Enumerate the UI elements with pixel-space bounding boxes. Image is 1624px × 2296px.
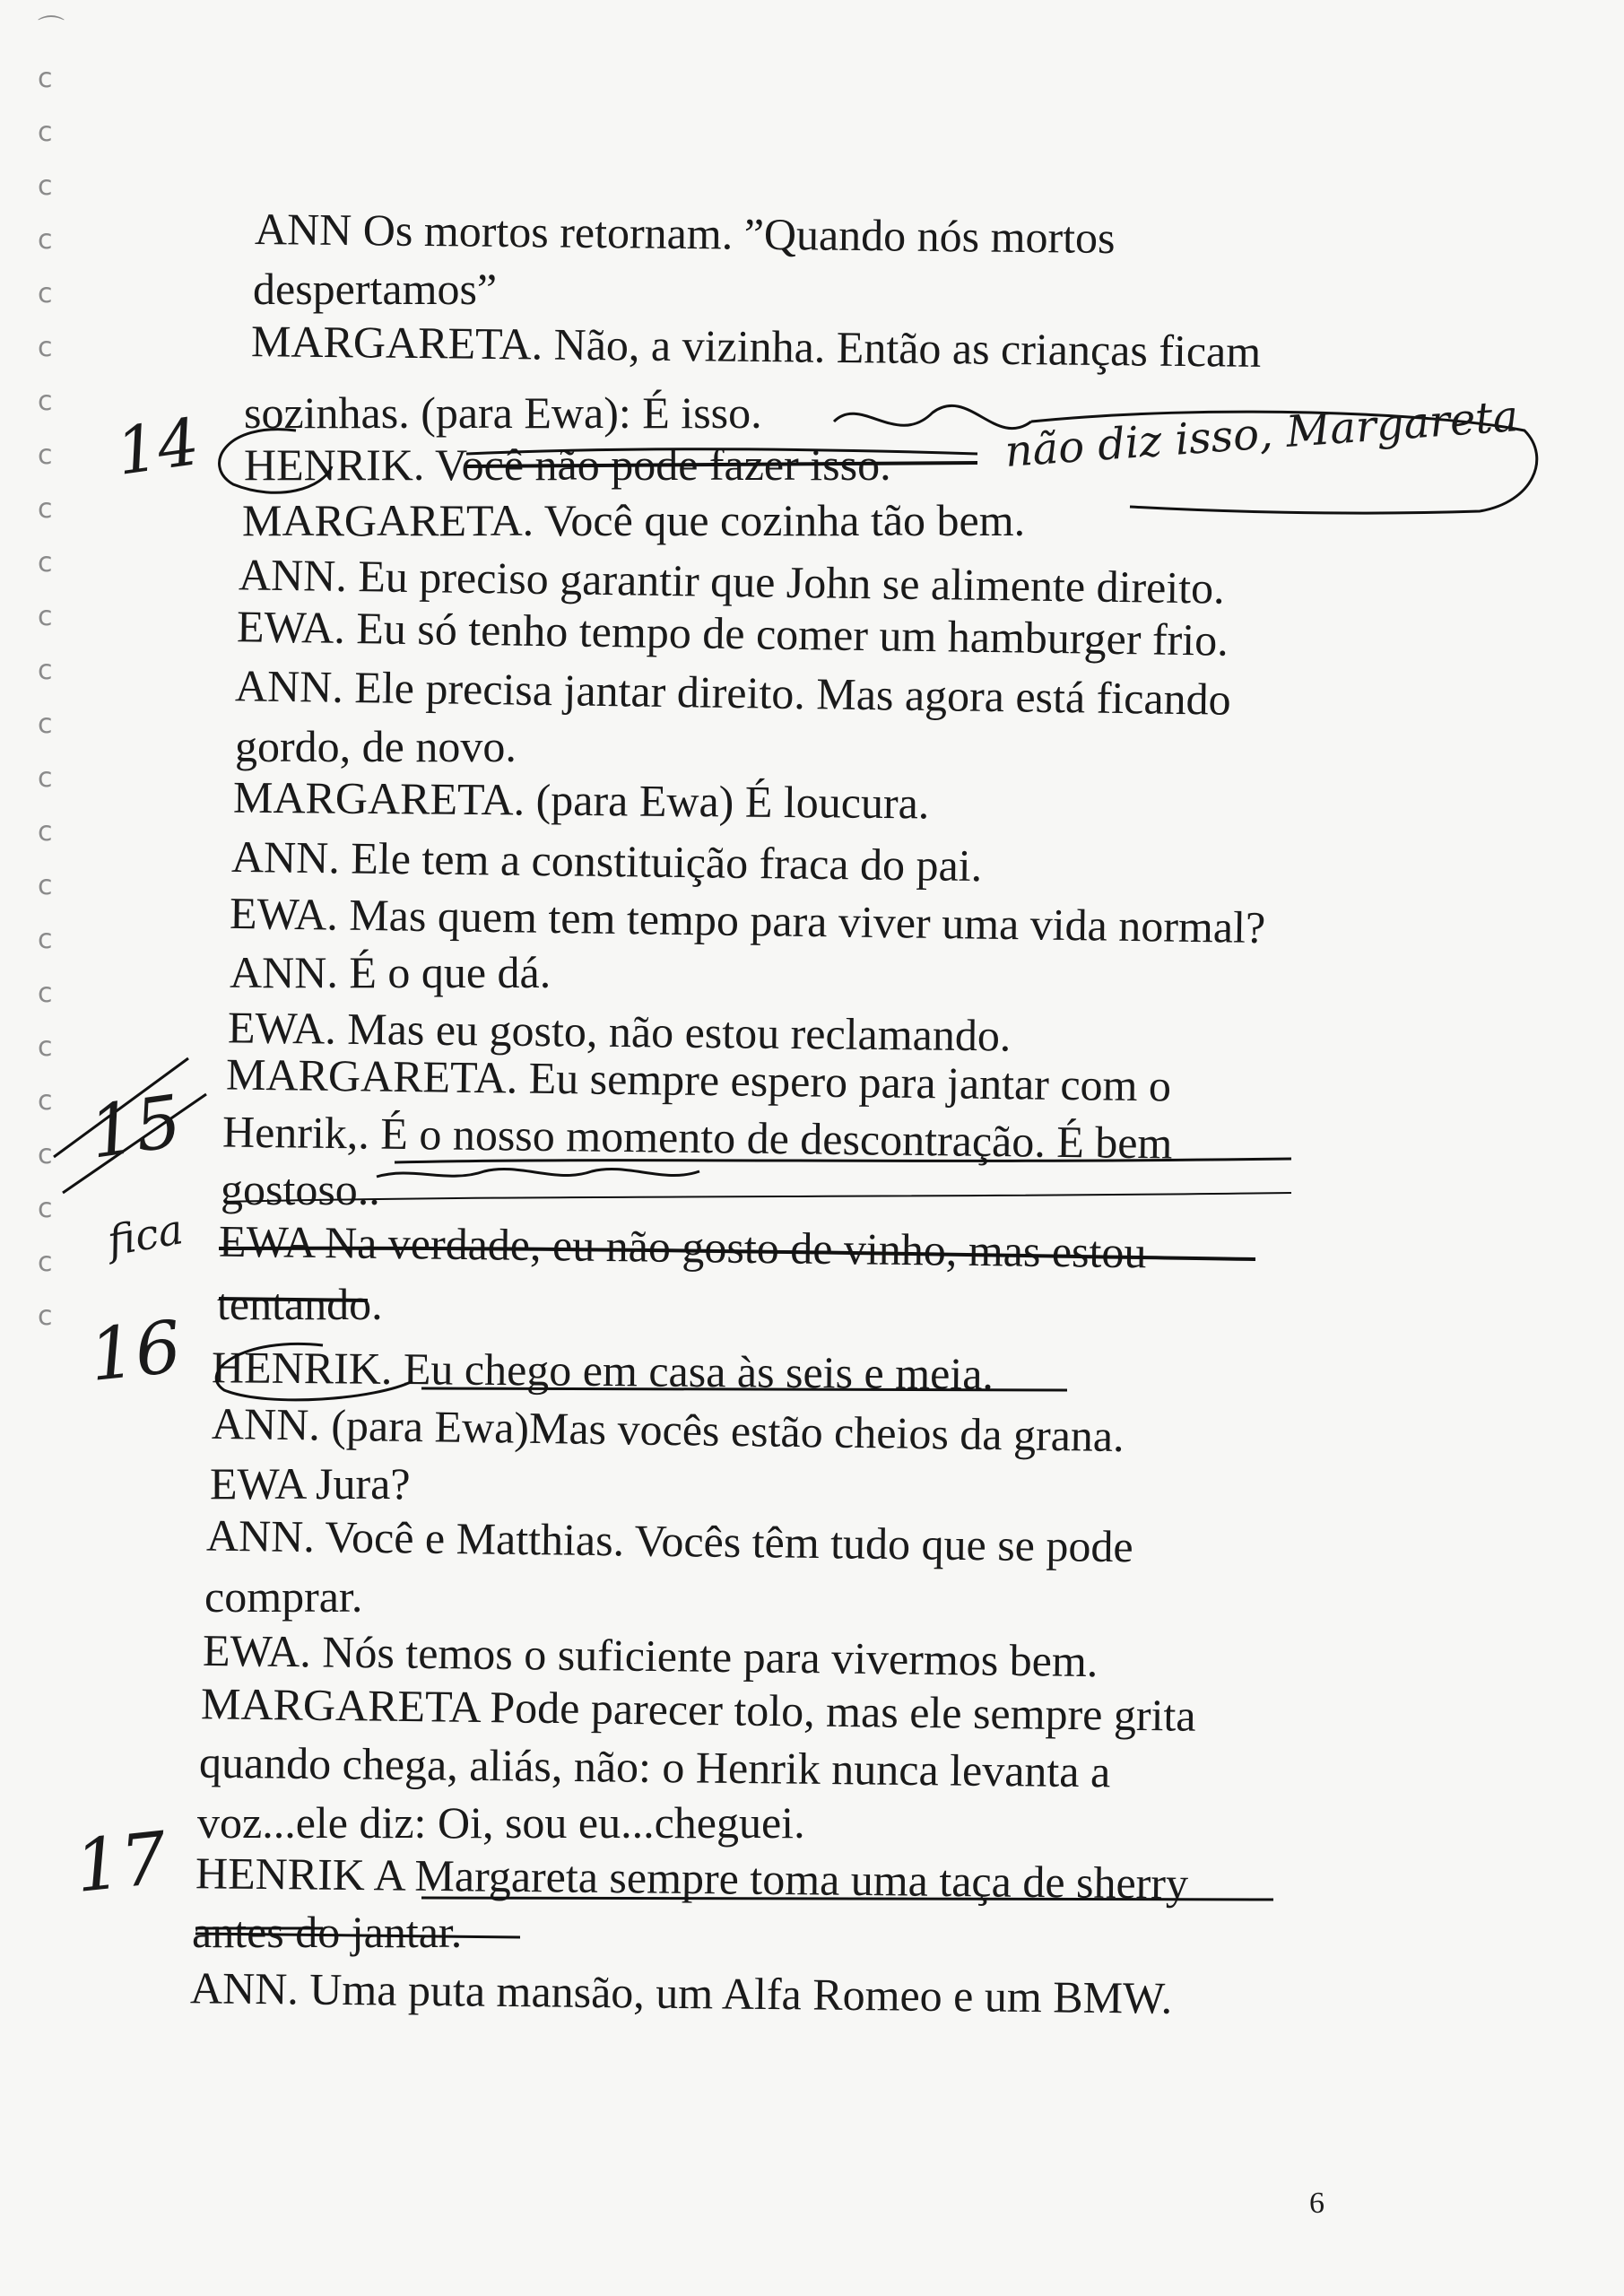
script-line: sozinhas. (para Ewa): É isso. [244,387,762,438]
annotation-number: 17 [71,1815,171,1909]
annotation-number: 15 [84,1079,187,1175]
script-line: gostoso.. [221,1164,380,1214]
annotation-fica: fica [103,1205,187,1265]
script-line: EWA Jura? [210,1458,411,1509]
annotation-insert: não diz isso, Margareta [1003,391,1520,477]
script-page: ⌒ c c c c c c c c c c c c c c c c c c c c c c c c ANN Os mortos retornam. ”Quando nós mortos despertamos” MARGARETA. Não, a vizinha. Então as crianças ficam sozinhas. (para Ewa): É isso. HENRIK. Você não pode fazer isso. MARGARETA. Você que cozinha tão bem. ANN. Eu preciso garantir que John se alimente direito. EWA. Eu só tenho tempo de comer um hamburger frio. ANN. Ele precisa jantar direito. Mas agora está ficando gordo, de novo. MARGARETA. (para Ewa) É loucura. ANN. Ele tem a constituição fraca do pai. EWA. Mas quem tem tempo para viver uma vida normal? ANN. É o que dá. EWA. Mas eu gosto, não estou reclamando. MARGARETA. Eu sempre espero para jantar com o Henrik,. É o nosso momento de descontração. É bem gostoso.. EWA Na verdade, eu não gosto de vinho, mas estou tentando. HENRIK. Eu chego em casa às seis e meia. ANN. (para Ewa)Mas vocês estão cheios da grana. EWA Jura? ANN. Você e Matthias. Vocês têm tudo que se pode comprar. EWA. Nós temos o suficiente para vivermos bem. MARGARETA Pode parecer tolo, mas ele sempre grita quando chega, aliás, não: o Henrik nunca levanta a voz...ele diz: Oi, sou eu...cheguei. HENRIK A Margareta sempre toma uma taça de sherry antes do jantar. ANN. Uma puta mansão, um Alfa Romeo e um BMW. 14 15 16 17 fica não diz isso, Margareta 6 [0,0,1624,2296]
script-line: ANN Os mortos retornam. ”Quando nós mortos [254,203,1116,264]
script-line: despertamos” [253,264,498,314]
script-line: ANN. Você e Matthias. Vocês têm tudo que se pode [205,1509,1133,1572]
script-line: Henrik,. É o nosso momento de descontração. É bem [221,1106,1173,1169]
script-line: MARGARETA Pode parecer tolo, mas ele sempre grita [200,1678,1196,1741]
script-line: ANN. Eu preciso garantir que John se alimente direito. [238,549,1226,613]
script-line: quando chega, aliás, não: o Henrik nunca levanta a [198,1736,1111,1797]
script-line: EWA. Mas eu gosto, não estou reclamando. [227,1002,1012,1061]
script-line: voz...ele diz: Oi, sou eu...cheguei. [197,1797,805,1848]
script-line: HENRIK A Margareta sempre toma uma taça de sherry [195,1848,1189,1909]
script-line: MARGARETA. Eu sempre espero para jantar com o [225,1048,1172,1111]
annotation-number: 14 [111,404,204,490]
script-line: tentando. [217,1279,383,1329]
script-line: EWA. Eu só tenho tempo de comer um hamburger frio. [236,601,1229,665]
page-number: 6 [1309,2187,1324,2220]
script-line: ANN. É o que dá. [230,947,551,997]
script-line: HENRIK. Eu chego em casa às seis e meia. [211,1342,994,1399]
script-line: comprar. [204,1571,363,1622]
script-line: ANN. Uma puta mansão, um Alfa Romeo e um BMW. [189,1962,1173,2023]
annotation-number: 16 [85,1304,186,1398]
script-line: ANN. Ele tem a constituição fraca do pai. [230,831,983,891]
script-line: MARGARETA. Não, a vizinha. Então as crianças ficam [250,316,1262,377]
script-line: antes do jantar. [192,1907,463,1957]
script-line: HENRIK. Você não pode fazer isso. [244,439,891,490]
script-line: MARGARETA. Você que cozinha tão bem. [242,495,1026,545]
script-line: ANN. Ele precisa jantar direito. Mas agora está ficando [234,660,1232,725]
script-line: ANN. (para Ewa)Mas vocês estão cheios da grana. [211,1397,1125,1462]
script-line: EWA. Nós temos o suficiente para vivermos bem. [202,1624,1099,1687]
script-line: MARGARETA. (para Ewa) É loucura. [232,771,930,829]
script-line: gordo, de novo. [235,721,517,771]
script-line: EWA. Mas quem tem tempo para viver uma vida normal? [229,887,1266,953]
script-line: EWA Na verdade, eu não gosto de vinho, mas estou [218,1215,1147,1278]
